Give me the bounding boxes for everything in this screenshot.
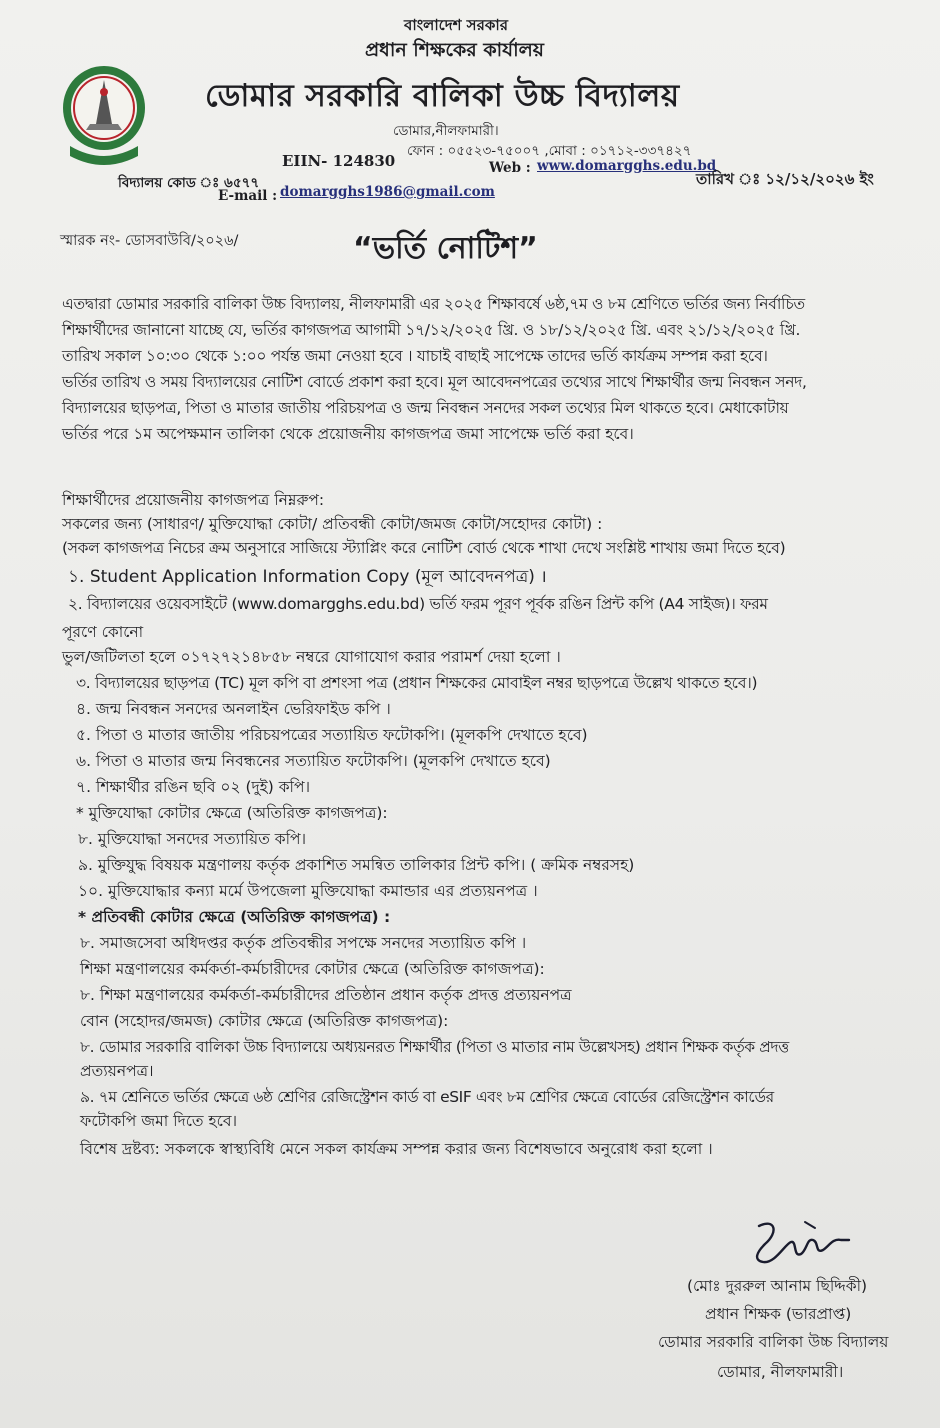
docs-subheading: * প্রতিবন্ধী কোটার ক্ষেত্রে (অতিরিক্ত কাগজপত্র) :: [78, 908, 391, 926]
school-phone: ফোন : ০৫৫২৩-৭৫০০৭ ,মোবা : ০১৭১২-৩৩৭৪২৭: [407, 143, 692, 159]
signatory-designation: প্রধান শিক্ষক (ভারপ্রাপ্ত): [705, 1305, 852, 1323]
signatory-location: ডোমার, নীলফামারী।: [717, 1363, 844, 1381]
body-line: বিদ্যালয়ের ছাড়পত্র, পিতা ও মাতার জাতীয় পরিচয়পত্র ও জন্ম নিবন্ধন সনদের সকল তথ্যের মিল থাকতে হবে। মেধাকোটায়: [62, 399, 789, 417]
docs-line: ২. বিদ্যালয়ের ওয়েবসাইটে (www.domargghs.edu.bd) ভর্তি ফরম পূরণ পূর্বক রঙিন প্রিন্ট কপি (A4 সাইজ)। ফরম: [68, 595, 768, 613]
docs-line: ফটোকপি জমা দিতে হবে।: [80, 1112, 238, 1130]
body-line: শিক্ষার্থীদের জানানো যাচ্ছে যে, ভর্তির কাগজপত্র আগামী ১৭/১২/২০২৫ খ্রি. ও ১৮/১২/২০২৫ খ্রি. এবং ২১/১২/২০২৫ খ্রি.: [62, 321, 801, 339]
signatory-school: ডোমার সরকারি বালিকা উচ্চ বিদ্যালয়: [658, 1333, 889, 1351]
docs-line: পূরণে কোনো: [62, 623, 144, 641]
web-label: Web :: [489, 160, 531, 176]
email-label: E-mail :: [218, 188, 278, 204]
school-code: বিদ্যালয় কোড ঃ ৬৫৭৭: [118, 175, 260, 191]
docs-line: ৯. ৭ম শ্রেনিতে ভর্তির ক্ষেত্রে ৬ষ্ঠ শ্রেণির রেজিস্ট্রেশন কার্ড বা eSIF এবং ৮ম শ্রেণির ক্ষেত্রে বোর্ডের রেজিস্ট্রেশন কার্ডের: [80, 1088, 774, 1106]
school-name: ডোমার সরকারি বালিকা উচ্চ বিদ্যালয়: [205, 78, 680, 114]
docs-line: ১০. মুক্তিযোদ্ধার কন্যা মর্মে উপজেলা মুক্তিযোদ্ধা কমান্ডার এর প্রত্যয়নপত্র ।: [78, 882, 538, 900]
docs-line: প্রত্যয়নপত্র।: [80, 1062, 154, 1080]
body-line: তারিখ সকাল ১০:৩০ থেকে ১:০০ পর্যন্ত জমা নেওয়া হবে । যাচাই বাছাই সাপেক্ষে তাদের ভর্তি কার্যক্রম সম্পন্ন করা হবে।: [62, 347, 768, 365]
docs-subheading: বোন (সহোদর/জমজ) কোটার ক্ষেত্রে (অতিরিক্ত কাগজপত্র):: [80, 1012, 449, 1030]
notice-title: “ভর্তি নোটিশ”: [353, 231, 538, 266]
website-link[interactable]: www.domargghs.edu.bd: [537, 158, 717, 174]
docs-line: ৯. মুক্তিযুদ্ধ বিষয়ক মন্ত্রণালয় কর্তৃক প্রকাশিত সমন্বিত তালিকার প্রিন্ট কপি। ( ক্রমিক নম্বরসহ): [78, 856, 635, 874]
docs-line: ৭. শিক্ষার্থীর রঙিন ছবি ০২ (দুই) কপি।: [76, 778, 311, 796]
school-logo-seal: [60, 62, 148, 172]
memo-number: স্মারক নং- ডোসবাউবি/২০২৬/: [60, 233, 239, 249]
eiin-number: EIIN- 124830: [282, 152, 396, 170]
special-note: বিশেষ দ্রষ্টব্য: সকলকে স্বাস্থ্যবিধি মেনে সকল কার্যক্রম সম্পন্ন করার জন্য বিশেষভাবে অনুরোধ করা হলো ।: [80, 1140, 713, 1158]
school-address: ডোমার,নীলফামারী।: [393, 123, 499, 139]
docs-line: ৮. ডোমার সরকারি বালিকা উচ্চ বিদ্যালয়ে অধ্যয়নরত শিক্ষার্থীর (পিতা ও মাতার নাম উল্লেখসহ) প্রধান শিক্ষক কর্তৃক প্রদত্ত: [80, 1038, 789, 1056]
email-link[interactable]: domargghs1986@gmail.com: [280, 184, 495, 200]
signatory-name: (মোঃ দুররুল আনাম ছিদ্দিকী): [687, 1277, 868, 1295]
docs-line: ৮. মুক্তিযোদ্ধা সনদের সত্যায়িত কপি।: [78, 830, 307, 848]
docs-line: ভুল/জটিলতা হলে ০১৭২৭২১৪৮৫৮ নম্বরে যোগাযোগ করার পরামর্শ দেয়া হলো ।: [62, 648, 561, 666]
docs-heading: শিক্ষার্থীদের প্রয়োজনীয় কাগজপত্র নিম্নরুপ:: [62, 491, 325, 509]
docs-line: ১. Student Application Information Copy (মূল আবেদনপত্র) ।: [68, 567, 547, 587]
docs-subheading: শিক্ষা মন্ত্রণালয়ের কর্মকর্তা-কর্মচারীদের কোটার ক্ষেত্রে (অতিরিক্ত কাগজপত্র):: [80, 960, 545, 978]
body-line: ভর্তির পরে ১ম অপেক্ষমান তালিকা থেকে প্রয়োজনীয় কাগজপত্র জমা সাপেক্ষে ভর্তি করা হবে।: [62, 425, 634, 443]
docs-line: ৮. শিক্ষা মন্ত্রণালয়ের কর্মকর্তা-কর্মচারীদের প্রতিষ্ঠান প্রধান কর্তৃক প্রদত্ত প্রত্যয়নপত্র: [80, 986, 572, 1004]
notice-date: তারিখ ঃ ১২/১২/২০২৬ ইং: [696, 170, 874, 188]
docs-line: ৪. জন্ম নিবন্ধন সনদের অনলাইন ভেরিফাইড কপি ।: [76, 700, 391, 718]
docs-line: (সকল কাগজপত্র নিচের ক্রম অনুসারে সাজিয়ে স্ট্যাপ্লিং করে নোটিশ বোর্ড থেকে শাখা দেখে সংশ্লিষ্ট শাখায় জমা দিতে হবে): [62, 539, 786, 557]
docs-line: সকলের জন্য (সাধারণ/ মুক্তিযোদ্ধা কোটা/ প্রতিবন্ধী কোটা/জমজ কোটা/সহোদর কোটা) :: [62, 515, 603, 533]
docs-line: ৩. বিদ্যালয়ের ছাড়পত্র (TC) মূল কপি বা প্রশংসা পত্র (প্রধান শিক্ষকের মোবাইল নম্বর ছাড়পত্রে উল্লেখ থাকতে হবে।): [76, 674, 758, 692]
docs-line: ৬. পিতা ও মাতার জন্ম নিবন্ধনের সত্যায়িত ফটোকপি। (মূলকপি দেখাতে হবে): [76, 752, 551, 770]
body-line: ভর্তির তারিখ ও সময় বিদ্যালয়ের নোটিশ বোর্ডে প্রকাশ করা হবে। মূল আবেদনপত্রের তথ্যের সাথে শিক্ষার্থীর জন্ম নিবন্ধন সনদ,: [62, 373, 807, 391]
header-office: প্রধান শিক্ষকের কার্যালয়: [365, 39, 544, 61]
body-line: এতদ্বারা ডোমার সরকারি বালিকা উচ্চ বিদ্যালয়, নীলফামারী এর ২০২৫ শিক্ষাবর্ষে ৬ষ্ঠ,৭ম ও ৮ম শ্রেণিতে ভর্তির জন্য নির্বাচিত: [62, 295, 805, 313]
header-government: বাংলাদেশ সরকার: [404, 16, 508, 34]
headmaster-signature: [745, 1214, 851, 1270]
docs-subheading: * মুক্তিযোদ্ধা কোটার ক্ষেত্রে (অতিরিক্ত কাগজপত্র):: [76, 804, 388, 822]
docs-line: ৫. পিতা ও মাতার জাতীয় পরিচয়পত্রের সত্যায়িত ফটোকপি। (মূলকপি দেখাতে হবে): [76, 726, 588, 744]
docs-line: ৮. সমাজসেবা অধিদপ্তর কর্তৃক প্রতিবন্ধীর সপক্ষে সনদের সত্যায়িত কপি ।: [80, 934, 527, 952]
